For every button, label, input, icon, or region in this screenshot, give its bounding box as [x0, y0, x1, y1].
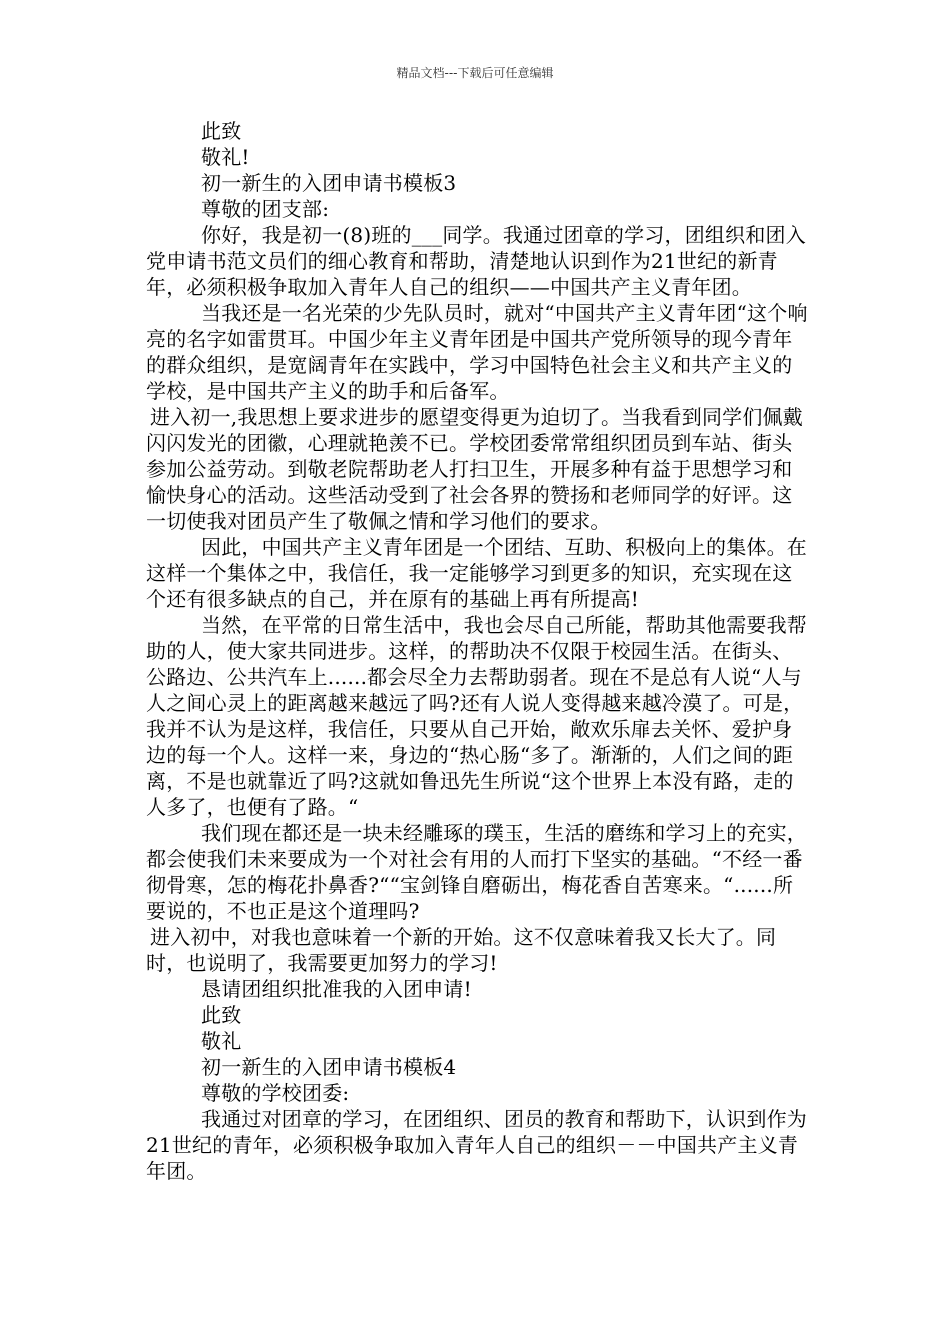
paragraph: 敬礼! [201, 145, 250, 169]
paragraph: 当然，在平常的日常生活中，我也会尽自己所能，帮助其他需要我帮助的人，使大家共同进步。这样，的帮助决不仅限于校园生活。在街头、公路边、公共汽车上......都会尽全力去帮助弱者。现在不是总有人说“人与人之间心灵上的距离越来越远了吗?还有人说人变得越来越冷漠了。可是，我并不认为是这样，我信任，只要从自己开始，敞欢乐扉去关怀、爱护身边的每一个人。这样一来，身边的“热心肠“多了。渐渐的，人们之间的距离，不是也就靠近了吗?这就如鲁迅先生所说“这个世界上本没有路，走的人多了，也便有了路。“ [146, 613, 807, 819]
closing: 此致 [201, 1003, 242, 1027]
paragraph: 恳请团组织批准我的入团申请! [201, 977, 472, 1001]
paragraph: 此致 [201, 119, 242, 143]
salutation: 尊敬的团支部: [201, 197, 330, 221]
section-title: 初一新生的入团申请书模板3 [201, 171, 457, 195]
page-header: 精品文档---下载后可任意编辑 [396, 66, 554, 80]
section-title: 初一新生的入团申请书模板4 [201, 1055, 457, 1079]
paragraph: 当我还是一名光荣的少先队员时，就对“中国共产主义青年团“这个响亮的名字如雷贯耳。中国少年主义青年团是中国共产党所领导的现今青年的群众组织，是宽阔青年在实践中，学习中国特色社会主义和共产主义的学校，是中国共产主义的助手和后备军。 [146, 301, 808, 403]
document-body [146, 118, 811, 1184]
closing: 敬礼 [201, 1029, 242, 1053]
paragraph: 进入初中，对我也意味着一个新的开始。这不仅意味着我又长大了。同时，也说明了，我需要更加努力的学习! [146, 925, 777, 975]
paragraph: 你好，我是初一(8)班的___同学。我通过团章的学习，团组织和团入党申请书范文员们的细心教育和帮助，清楚地认识到作为21世纪的新青年，必须积极争取加入青年人自己的组织——中国共产主义青年团。 [146, 223, 806, 299]
paragraph: 我们现在都还是一块未经雕琢的璞玉，生活的磨练和学习上的充实，都会使我们未来要成为一个对社会有用的人而打下坚实的基础。“不经一番彻骨寒，怎的梅花扑鼻香?““宝剑锋自磨砺出，梅花香自苦寒来。“......所要说的，不也正是这个道理吗? [146, 821, 807, 923]
paragraph: 因此，中国共产主义青年团是一个团结、互助、积极向上的集体。在这样一个集体之中，我信任，我一定能够学习到更多的知识，充实现在这个还有很多缺点的自己，并在原有的基础上再有所提高! [146, 535, 807, 611]
salutation: 尊敬的学校团委: [201, 1081, 350, 1105]
paragraph: 进入初一,我思想上要求进步的愿望变得更为迫切了。当我看到同学们佩戴闪闪发光的团徽，心理就艳羡不已。学校团委常常组织团员到车站、街头参加公益劳动。到敬老院帮助老人打扫卫生，开展多种有益于思想学习和愉快身心的活动。这些活动受到了社会各界的赞扬和老师同学的好评。这一切使我对团员产生了敬佩之情和学习他们的要求。 [146, 405, 803, 533]
paragraph: 我通过对团章的学习，在团组织、团员的教育和帮助下，认识到作为21世纪的青年，必须积极争取加入青年人自己的组织－－中国共产主义青年团。 [146, 1107, 807, 1183]
